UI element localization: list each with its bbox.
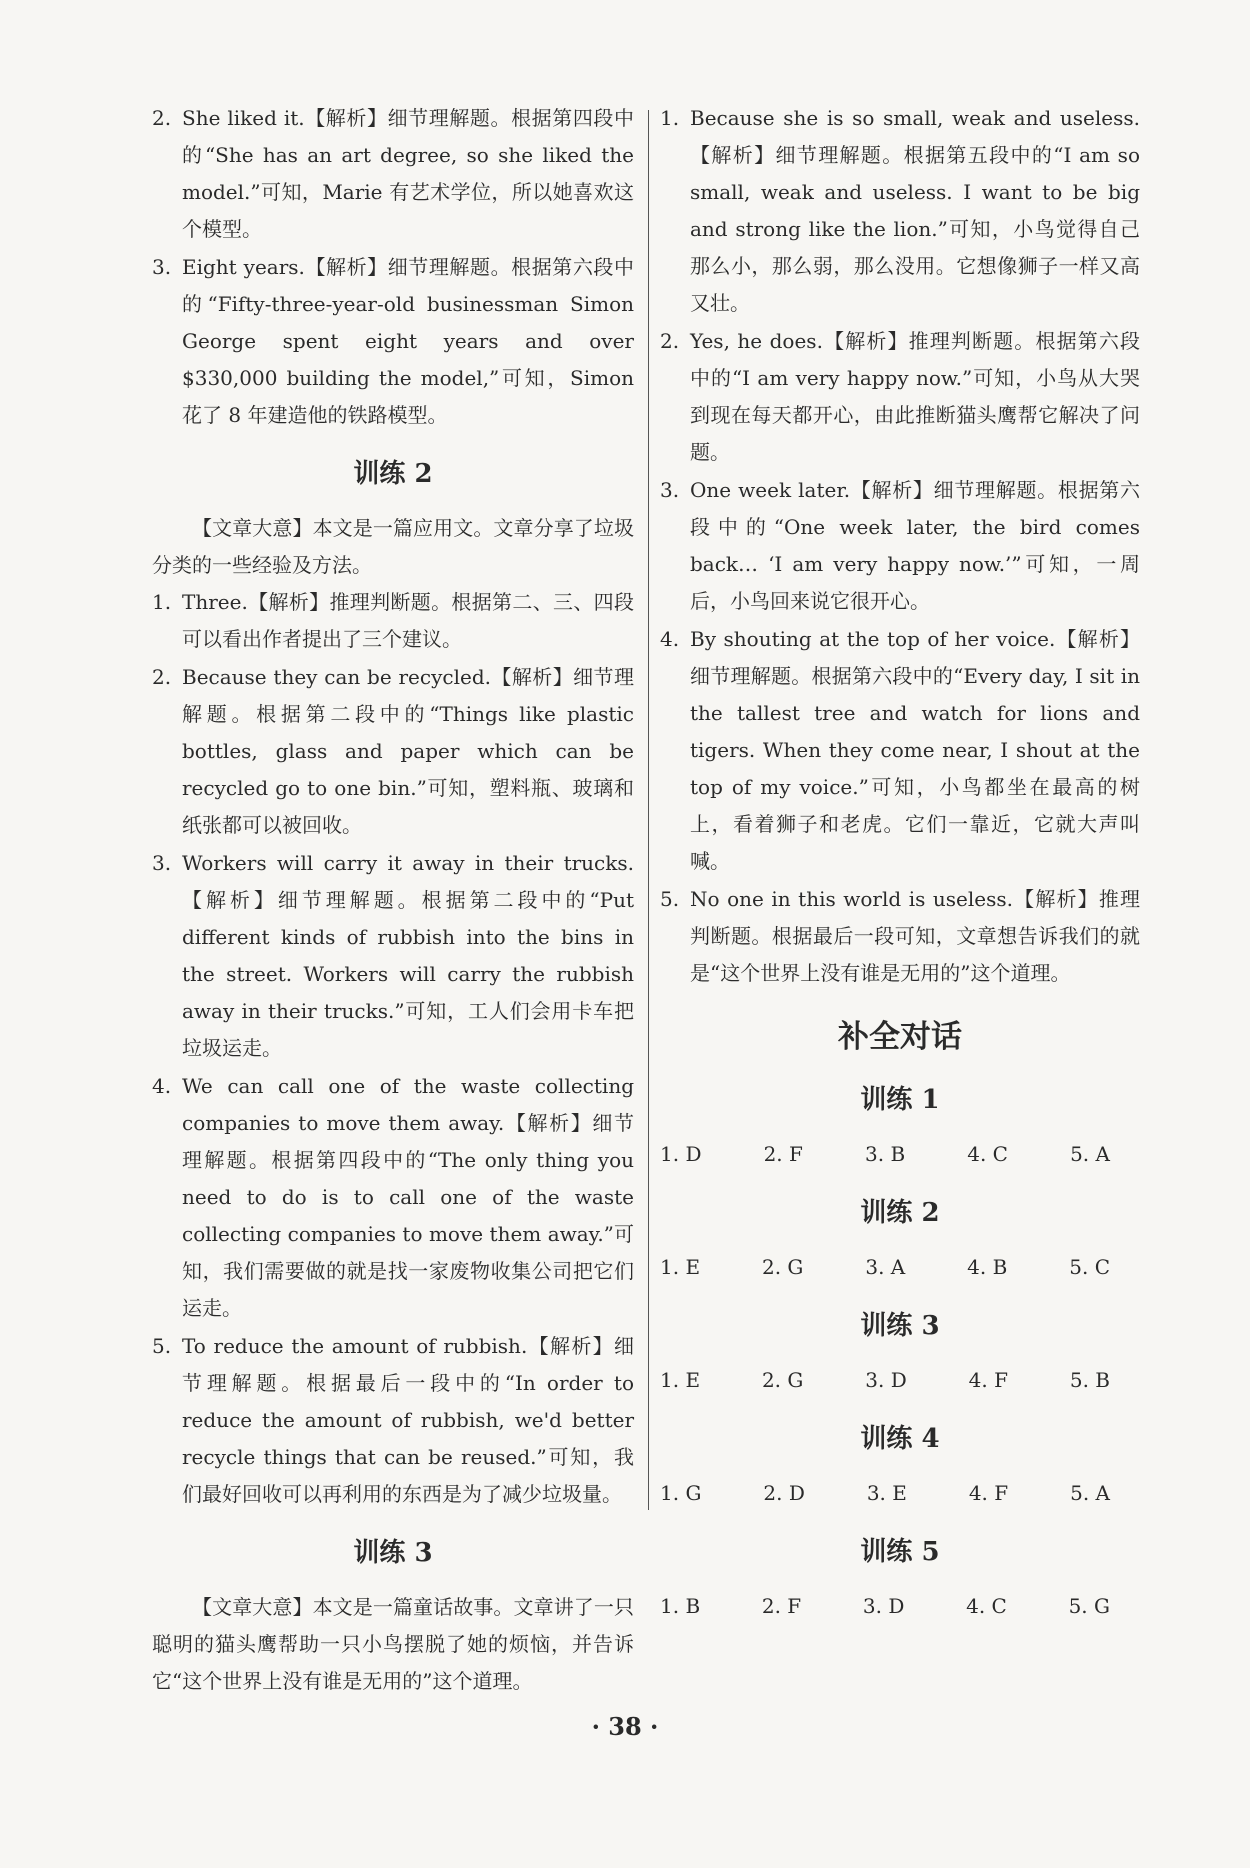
- item-text: Eight years.【解析】细节理解题。根据第六段中的“Fifty-three-year-old businessman Simon George spent eight years and over $330,000 building the model,”可知，Simon 花了 8 年建造他的铁路模型。: [182, 255, 634, 427]
- answer-item: [660, 100, 1140, 322]
- training-title: 训练 3: [860, 1311, 940, 1341]
- answer: 3. A: [865, 1255, 906, 1279]
- answer: 1. E: [660, 1255, 701, 1279]
- section-heading-dialogue: 补全对话: [838, 1019, 962, 1055]
- answer: 5. A: [1070, 1481, 1110, 1505]
- section-title-training-2: 训练 2: [353, 459, 433, 489]
- item-text: Three.【解析】推理判断题。根据第二、三、四段可以看出作者提出了三个建议。: [182, 590, 634, 651]
- item-number: 1.: [152, 590, 172, 614]
- answer: 3. B: [865, 1142, 906, 1166]
- answer-item: [152, 659, 634, 844]
- answer: 4. F: [968, 1368, 1008, 1392]
- item-number: 1.: [660, 106, 680, 130]
- item-text: By shouting at the top of her voice.【解析】细节理解题。根据第六段中的“Every day, I sit in the tallest tree and watch for lions and tigers. When they come near, I shout at the top of my voice.”可知，小鸟都坐在最高的树上，看着狮子和老虎。它们一靠近，它就大声叫喊。: [690, 627, 1140, 873]
- item-text: Yes, he does.【解析】推理判断题。根据第六段中的“I am very happy now.”可知，小鸟从大哭到现在每天都开心，由此推断猫头鹰帮它解决了问题。: [690, 329, 1140, 464]
- answer: 4. C: [966, 1594, 1007, 1618]
- item-number: 4.: [152, 1074, 172, 1098]
- item-text: She liked it.【解析】细节理解题。根据第四段中的“She has an art degree, so she liked the model.”可知，Marie 有艺术学位，所以她喜欢这个模型。: [182, 106, 634, 241]
- item-number: 5.: [660, 887, 680, 911]
- item-number: 3.: [660, 478, 680, 502]
- answer: 3. E: [866, 1481, 907, 1505]
- answer: 5. B: [1069, 1368, 1110, 1392]
- item-text: To reduce the amount of rubbish.【解析】细节理解题。根据最后一段中的“In order to reduce the amount of rubbish, we'd better recycle things that can be reused.”可知，我们最好回收可以再利用的东西是为了减少垃圾量。: [182, 1334, 634, 1506]
- training-title: 训练 4: [860, 1424, 940, 1454]
- item-number: 5.: [152, 1334, 172, 1358]
- answer-item-2: [152, 100, 634, 248]
- answer-row: [660, 1475, 1140, 1512]
- answer-item: [660, 881, 1140, 992]
- answer-item: [152, 845, 634, 1067]
- answer: 5. G: [1068, 1594, 1110, 1618]
- answer: 4. F: [968, 1481, 1009, 1505]
- training-title: 训练 5: [860, 1537, 940, 1567]
- item-number: 2.: [660, 329, 680, 353]
- answer-row: [660, 1588, 1140, 1625]
- left-column: [152, 100, 634, 1700]
- answer-item: [660, 472, 1140, 620]
- answer-row: [660, 1362, 1140, 1399]
- answer: 1. G: [660, 1481, 702, 1505]
- training-title: 训练 1: [860, 1085, 940, 1115]
- answer: 4. B: [967, 1255, 1008, 1279]
- answer: 5. A: [1070, 1142, 1110, 1166]
- item-text: One week later.【解析】细节理解题。根据第六段中的“One week later, the bird comes back… ‘I am very happy now.’”可知，一周后，小鸟回来说它很开心。: [690, 478, 1140, 613]
- item-number: 3.: [152, 851, 172, 875]
- answer-item-3: [152, 249, 634, 434]
- right-column: [660, 100, 1140, 1633]
- answer-item: [152, 1328, 634, 1513]
- answer: 1. E: [660, 1368, 701, 1392]
- answer-item: [660, 621, 1140, 880]
- column-divider: [648, 110, 649, 1510]
- answer: 3. D: [862, 1594, 905, 1618]
- item-number: 2.: [152, 665, 172, 689]
- item-number: 4.: [660, 627, 680, 651]
- section-summary: 【文章大意】本文是一篇应用文。文章分享了垃圾分类的一些经验及方法。: [152, 516, 634, 577]
- page-number: · 38 ·: [591, 1712, 659, 1741]
- answer: 2. F: [763, 1142, 803, 1166]
- answer: 2. G: [761, 1368, 804, 1392]
- item-text: Workers will carry it away in their trucks.【解析】细节理解题。根据第二段中的“Put different kinds of rubbish into the bins in the street. Workers will carry the rubbish away in their trucks.”可知，工人们会用卡车把垃圾运走。: [182, 851, 634, 1060]
- answer: 4. C: [967, 1142, 1008, 1166]
- item-text: Because she is so small, weak and useless.【解析】细节理解题。根据第五段中的“I am so small, weak and useless. I want to be big and strong like the lion.”可知，小鸟觉得自己那么小，那么弱，那么没用。它想像狮子一样又高又壮。: [690, 106, 1140, 315]
- section-summary: 【文章大意】本文是一篇童话故事。文章讲了一只聪明的猫头鹰帮助一只小鸟摆脱了她的烦恼，并告诉它“这个世界上没有谁是无用的”这个道理。: [152, 1595, 634, 1693]
- item-text: Because they can be recycled.【解析】细节理解题。根据第二段中的“Things like plastic bottles, glass and paper which can be recycled go to one bin.”可知，塑料瓶、玻璃和纸张都可以被回收。: [182, 665, 634, 837]
- answer-row: [660, 1249, 1140, 1286]
- answer-item: [152, 584, 634, 658]
- answer: 5. C: [1069, 1255, 1110, 1279]
- answer: 2. F: [761, 1594, 802, 1618]
- training-title: 训练 2: [860, 1198, 940, 1228]
- answer-row: [660, 1136, 1140, 1173]
- item-number: 2.: [152, 106, 172, 130]
- answer: 3. D: [865, 1368, 907, 1392]
- answer: 1. B: [660, 1594, 701, 1618]
- answer-item: [660, 323, 1140, 471]
- answer: 2. D: [763, 1481, 805, 1505]
- section-title-training-3: 训练 3: [353, 1538, 433, 1568]
- item-number: 3.: [152, 255, 172, 279]
- item-text: We can call one of the waste collecting companies to move them away.【解析】细节理解题。根据第四段中的“The only thing you need to do is to call one of the waste collecting companies to move them away.”可知，我们需要做的就是找一家废物收集公司把它们运走。: [182, 1074, 634, 1320]
- answer: 2. G: [761, 1255, 804, 1279]
- answer: 1. D: [660, 1142, 702, 1166]
- answer-item: [152, 1068, 634, 1327]
- item-text: No one in this world is useless.【解析】推理判断题。根据最后一段可知，文章想告诉我们的就是“这个世界上没有谁是无用的”这个道理。: [690, 887, 1140, 985]
